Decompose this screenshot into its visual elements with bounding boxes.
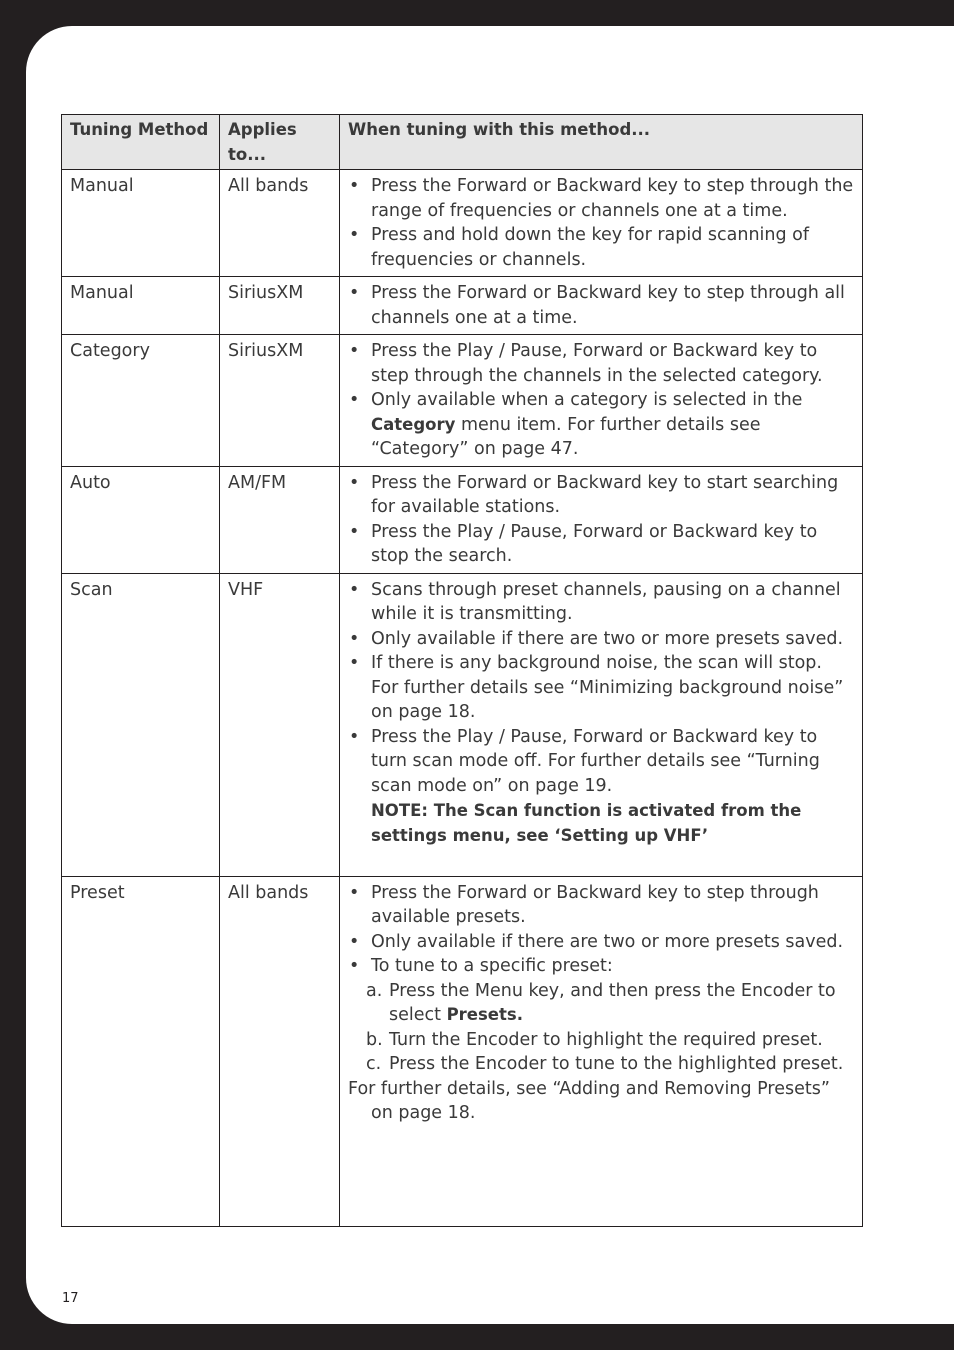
bullet-item: • Press the Play / Pause, Forward or Backward key to turn scan mode off. For further details see “Turning scan mode on” on page 19. — [348, 725, 854, 799]
step-marker: a. — [366, 980, 383, 1001]
step-item — [348, 979, 854, 1028]
description-cell — [340, 466, 863, 573]
header-when-tuning: When tuning with this method... — [340, 115, 863, 170]
step-marker: b. — [366, 1029, 383, 1050]
bullet-item: • Scans through preset channels, pausing on a channel while it is transmitting. — [348, 578, 854, 627]
table-row — [62, 876, 863, 1226]
applies-cell: VHF — [220, 573, 340, 876]
page-number: 17 — [62, 1291, 79, 1306]
preset-steps — [348, 979, 854, 1077]
description-cell — [340, 277, 863, 335]
bullet-item: • Press and hold down the key for rapid scanning of frequencies or channels. — [348, 223, 854, 272]
applies-cell: SiriusXM — [220, 335, 340, 467]
bullet-item: • Press the Forward or Backward key to start searching for available stations. — [348, 471, 854, 520]
table-row — [62, 573, 863, 876]
step-item — [348, 1028, 854, 1053]
bullet-text: Only available when a category is selected in the — [371, 390, 803, 410]
step-text: Turn the Encoder to highlight the required preset. — [389, 1029, 823, 1050]
bullet-item: • Press the Forward or Backward key to step through all channels one at a time. — [348, 281, 854, 330]
applies-cell: All bands — [220, 170, 340, 277]
scan-note: NOTE: The Scan function is activated from the settings menu, see ‘Setting up VHF’ — [371, 801, 802, 845]
method-cell: Category — [62, 335, 220, 467]
method-cell: Preset — [62, 876, 220, 1226]
bullet-item: • Press the Play / Pause, Forward or Backward key to step through the channels in the selected category. — [348, 339, 854, 388]
bullet-item: • If there is any background noise, the scan will stop. For further details see “Minimizing background noise” on page 18. — [348, 651, 854, 725]
applies-cell: SiriusXM — [220, 277, 340, 335]
step-marker: c. — [366, 1054, 382, 1074]
applies-cell: AM/FM — [220, 466, 340, 573]
description-cell — [340, 876, 863, 1226]
bullet-item — [348, 388, 854, 462]
description-cell — [340, 170, 863, 277]
method-cell: Auto — [62, 466, 220, 573]
bullet-item: • Press the Forward or Backward key to step through the range of frequencies or channels one at a time. — [348, 174, 854, 223]
bullet-item: • Press the Play / Pause, Forward or Backward key to stop the search. — [348, 520, 854, 569]
bullet-item: • Only available if there are two or more presets saved. — [348, 627, 854, 652]
applies-cell: All bands — [220, 876, 340, 1226]
step-item — [348, 1052, 854, 1077]
bullet-item: • Press the Forward or Backward key to step through available presets. — [348, 881, 854, 930]
method-cell: Scan — [62, 573, 220, 876]
tuning-methods-table — [61, 114, 863, 1227]
method-cell: Manual — [62, 170, 220, 277]
bullet-item: • Only available if there are two or more presets saved. — [348, 930, 854, 955]
description-cell — [340, 573, 863, 876]
category-menu-item-label: Category — [371, 414, 456, 434]
step-text: Press the Menu key, and then press the Encoder to select — [389, 980, 836, 1025]
bullet-text: menu item. For further details see “Category” on page 47. — [371, 414, 761, 459]
method-cell: Manual — [62, 277, 220, 335]
preset-footer-text: For further details, see “Adding and Removing Presets” on page 18. — [348, 1078, 830, 1123]
table-row — [62, 335, 863, 467]
description-cell — [340, 335, 863, 467]
step-text: Press the Encoder to tune to the highlighted preset. — [389, 1054, 844, 1074]
table-header-row — [62, 115, 863, 170]
header-applies-to: Applies to... — [220, 115, 340, 170]
bullet-item: • To tune to a specific preset: — [348, 954, 854, 979]
header-tuning-method: Tuning Method — [62, 115, 220, 170]
table-row — [62, 277, 863, 335]
table-row — [62, 170, 863, 277]
manual-page — [26, 26, 954, 1324]
table-row — [62, 466, 863, 573]
presets-menu-label: Presets. — [446, 1005, 523, 1024]
